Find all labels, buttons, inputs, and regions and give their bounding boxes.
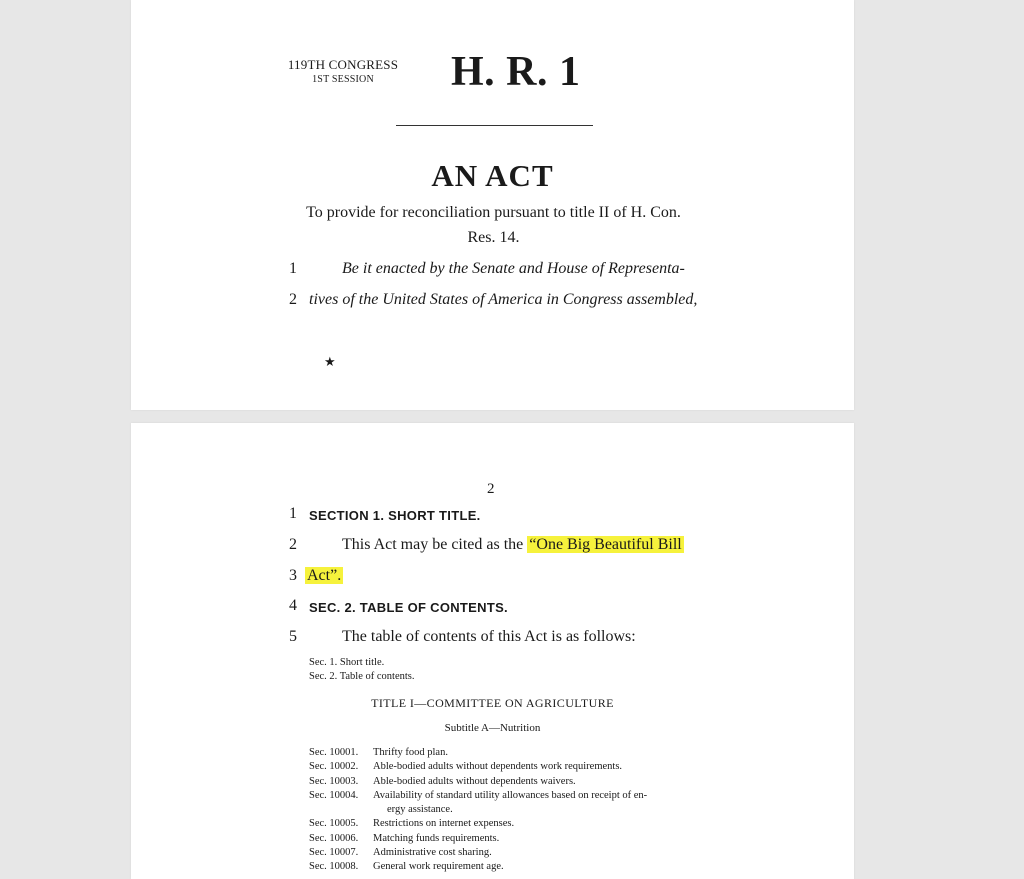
line-number: 3: [289, 567, 297, 584]
short-title-prefix: This Act may be cited as the: [342, 536, 528, 553]
toc-entry: Sec. 2. Table of contents.: [309, 671, 415, 683]
toc-sec-title-continued: ergy assistance.: [387, 804, 453, 816]
toc-row: [309, 789, 647, 803]
toc-row: [309, 846, 647, 860]
page-number: 2: [487, 481, 495, 497]
line-number: 1: [289, 260, 297, 277]
toc-row: [309, 817, 647, 831]
subtitle-a-heading: Subtitle A—Nutrition: [444, 722, 541, 734]
toc-sec-number: Sec. 10003.: [309, 775, 359, 787]
line-number: 2: [289, 536, 297, 553]
toc-sec-number: Sec. 10001.: [309, 747, 359, 758]
highlighted-short-title: “One Big Beautiful Bill: [529, 536, 682, 553]
short-title-line-2: [305, 567, 343, 585]
title-1-heading: TITLE I—COMMITTEE ON AGRICULTURE: [371, 696, 614, 710]
act-heading: AN ACT: [431, 158, 554, 193]
line-number: 5: [289, 628, 297, 645]
enacting-clause-line-2: tives of the United States of America in Congress assembled,: [309, 291, 698, 308]
purpose-statement: [281, 200, 706, 250]
bill-page-1: [131, 0, 854, 410]
enacting-clause-line-1: Be it enacted by the Senate and House of Representa-: [342, 260, 685, 277]
toc-row: [309, 832, 647, 846]
section-1-heading: SECTION 1. SHORT TITLE.: [309, 508, 481, 523]
toc-sec-title: Matching funds requirements.: [373, 832, 500, 844]
toc-sec-number: Sec. 10004.: [309, 789, 359, 801]
toc-sec-title: Availability of standard utility allowances based on receipt of en-: [373, 789, 648, 801]
toc-row: [309, 860, 647, 874]
congress-number: 119TH CONGRESS: [287, 57, 399, 72]
toc-list: [309, 746, 647, 875]
session-number: 1ST SESSION: [312, 74, 374, 85]
short-title-line-1: [342, 536, 684, 554]
toc-sec-number: Sec. 10005.: [309, 818, 359, 830]
toc-sec-title: Able-bodied adults without dependents waivers.: [373, 775, 576, 787]
divider-rule: [396, 125, 593, 126]
toc-sec-title: General work requirement age.: [373, 861, 504, 873]
toc-sec-number: [309, 803, 373, 817]
toc-sec-number: Sec. 10007.: [309, 847, 359, 859]
bill-number: H. R. 1: [451, 49, 581, 95]
purpose-line-1: To provide for reconciliation pursuant to title II of H. Con.: [306, 204, 681, 221]
toc-sec-title: Thrifty food plan.: [373, 747, 448, 758]
toc-row: [309, 746, 647, 760]
line-number: 4: [289, 597, 297, 614]
congress-session-label: [283, 57, 403, 87]
toc-sec-title: Restrictions on internet expenses.: [373, 818, 515, 830]
purpose-line-2: Res. 14.: [467, 229, 520, 246]
toc-row: [309, 760, 647, 774]
highlighted-short-title-end: Act”.: [307, 567, 342, 584]
star-icon: ★: [324, 354, 336, 369]
toc-sec-title: Administrative cost sharing.: [373, 847, 492, 859]
toc-sec-number: Sec. 10008.: [309, 861, 359, 873]
bill-page-2: [131, 423, 854, 879]
toc-row: [309, 775, 647, 789]
toc-sec-number: Sec. 10006.: [309, 832, 359, 844]
line-number: 1: [289, 505, 297, 522]
toc-top-list: [309, 656, 415, 685]
line-number: 2: [289, 291, 297, 308]
toc-row: [309, 803, 647, 817]
section-2-heading: SEC. 2. TABLE OF CONTENTS.: [309, 600, 508, 615]
toc-intro: The table of contents of this Act is as follows:: [342, 628, 636, 645]
toc-sec-number: Sec. 10002.: [309, 761, 359, 773]
toc-entry: Sec. 1. Short title.: [309, 657, 385, 668]
toc-sec-title: Able-bodied adults without dependents work requirements.: [373, 761, 623, 773]
